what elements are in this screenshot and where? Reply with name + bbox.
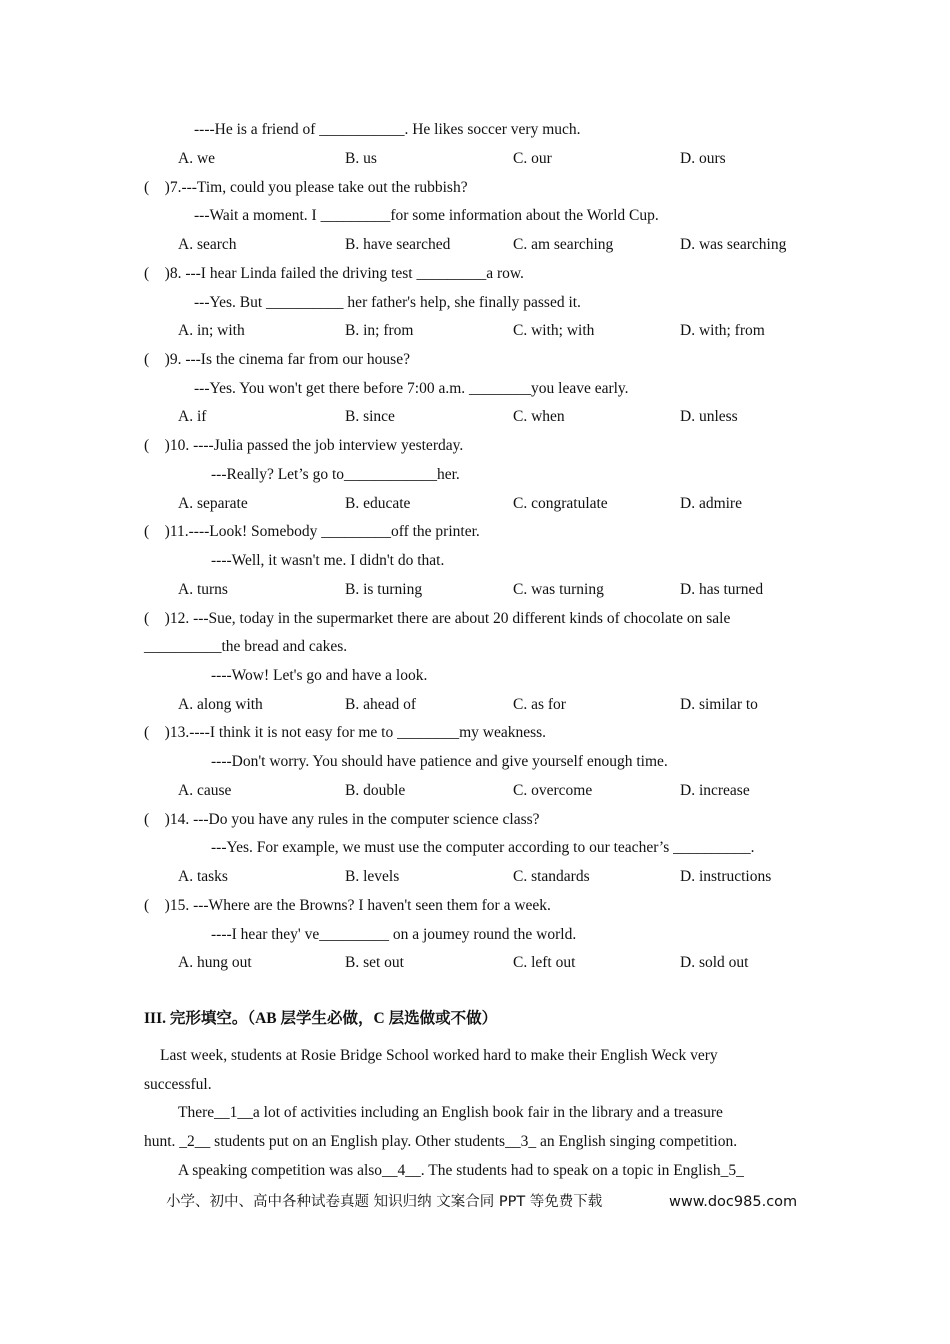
q13-option-d: D. increase — [680, 782, 750, 799]
q10-option-d: D. admire — [680, 495, 742, 512]
q11-option-b: B. is turning — [345, 581, 423, 598]
q15-option-a: A. hung out — [178, 954, 252, 971]
q13-option-b: B. double — [345, 782, 406, 799]
q7-option-a: A. search — [178, 236, 237, 253]
q14-answer-line: ---Yes. For example, we must use the computer according to our teacher’s __________. — [211, 839, 755, 856]
q9-option-d: D. unless — [680, 408, 738, 425]
q6-answer-line: ----He is a friend of ___________. He likes soccer very much. — [194, 121, 581, 138]
q12-answer-line: ----Wow! Let's go and have a look. — [211, 667, 428, 684]
q11-option-c: C. was turning — [513, 581, 604, 598]
q15-option-c: C. left out — [513, 954, 576, 971]
footer-url[interactable]: www.doc985.com — [669, 1194, 798, 1210]
q14-option-a: A. tasks — [178, 868, 228, 885]
q13-option-a: A. cause — [178, 782, 232, 799]
q11-question: ( )11.----Look! Somebody _________off the printer. — [144, 523, 480, 540]
q13-question: ( )13.----I think it is not easy for me to ________my weakness. — [144, 724, 547, 741]
q6-option-b: B. us — [345, 150, 377, 167]
q7-question: ( )7.---Tim, could you please take out the rubbish? — [144, 179, 468, 196]
q9-question: ( )9. ---Is the cinema far from our house? — [144, 351, 410, 368]
cloze-line-3: There__1__a lot of activities including an English book fair in the library and a treasure — [178, 1104, 723, 1121]
q8-option-d: D. with; from — [680, 322, 765, 339]
q12-question-cont: __________the bread and cakes. — [144, 638, 348, 655]
q8-option-b: B. in; from — [345, 322, 414, 339]
q10-question: ( )10. ----Julia passed the job interview yesterday. — [144, 437, 464, 454]
q7-option-d: D. was searching — [680, 236, 787, 253]
q14-option-d: D. instructions — [680, 868, 772, 885]
q7-answer-line: ---Wait a moment. I _________for some information about the World Cup. — [194, 207, 659, 224]
q11-option-d: D. has turned — [680, 581, 764, 598]
q9-answer-line: ---Yes. You won't get there before 7:00 a.m. ________you leave early. — [194, 380, 629, 397]
q15-answer-line: ----I hear they' ve_________ on a joumey round the world. — [211, 926, 577, 943]
q8-answer-line: ---Yes. But __________ her father's help, she finally passed it. — [194, 294, 581, 311]
cloze-line-4: hunt. _2__ students put on an English play. Other students__3_ an English singing competition. — [144, 1133, 738, 1150]
q13-answer-line: ----Don't worry. You should have patience and give yourself enough time. — [211, 753, 668, 770]
q12-question: ( )12. ---Sue, today in the supermarket there are about 20 different kinds of chocolate on sale — [144, 610, 731, 627]
section-heading: III. 完形填空。（AB 层学生必做，C 层选做或不做） — [144, 1010, 498, 1027]
q14-question: ( )14. ---Do you have any rules in the computer science class? — [144, 811, 540, 828]
cloze-line-5: A speaking competition was also__4__. The students had to speak on a topic in English_5_ — [178, 1162, 744, 1179]
q15-option-b: B. set out — [345, 954, 404, 971]
q12-option-d: D. similar to — [680, 696, 758, 713]
q12-option-a: A. along with — [178, 696, 263, 713]
q10-option-b: B. educate — [345, 495, 411, 512]
q11-option-a: A. turns — [178, 581, 228, 598]
q13-option-c: C. overcome — [513, 782, 593, 799]
q12-option-c: C. as for — [513, 696, 566, 713]
q12-option-b: B. ahead of — [345, 696, 417, 713]
q15-question: ( )15. ---Where are the Browns? I haven't seen them for a week. — [144, 897, 551, 914]
q8-option-c: C. with; with — [513, 322, 595, 339]
footer-text: 小学、初中、高中各种试卷真题 知识归纳 文案合同 PPT 等免费下载 — [166, 1194, 603, 1210]
q7-option-b: B. have searched — [345, 236, 451, 253]
q8-option-a: A. in; with — [178, 322, 245, 339]
q15-option-d: D. sold out — [680, 954, 749, 971]
q9-option-a: A. if — [178, 408, 207, 425]
cloze-line-2: successful. — [144, 1076, 212, 1093]
q14-option-c: C. standards — [513, 868, 590, 885]
q10-option-a: A. separate — [178, 495, 248, 512]
q10-option-c: C. congratulate — [513, 495, 608, 512]
q6-option-c: C. our — [513, 150, 552, 167]
q14-option-b: B. levels — [345, 868, 400, 885]
q9-option-c: C. when — [513, 408, 565, 425]
q8-question: ( )8. ---I hear Linda failed the driving test _________a row. — [144, 265, 524, 282]
q6-option-a: A. we — [178, 150, 216, 167]
q6-option-d: D. ours — [680, 150, 726, 167]
q9-option-b: B. since — [345, 408, 395, 425]
q7-option-c: C. am searching — [513, 236, 614, 253]
q10-answer-line: ---Really? Let’s go to____________her. — [211, 466, 460, 483]
q11-answer-line: ----Well, it wasn't me. I didn't do that. — [211, 552, 445, 569]
cloze-line-1: Last week, students at Rosie Bridge School worked hard to make their English Weck very — [160, 1047, 718, 1064]
